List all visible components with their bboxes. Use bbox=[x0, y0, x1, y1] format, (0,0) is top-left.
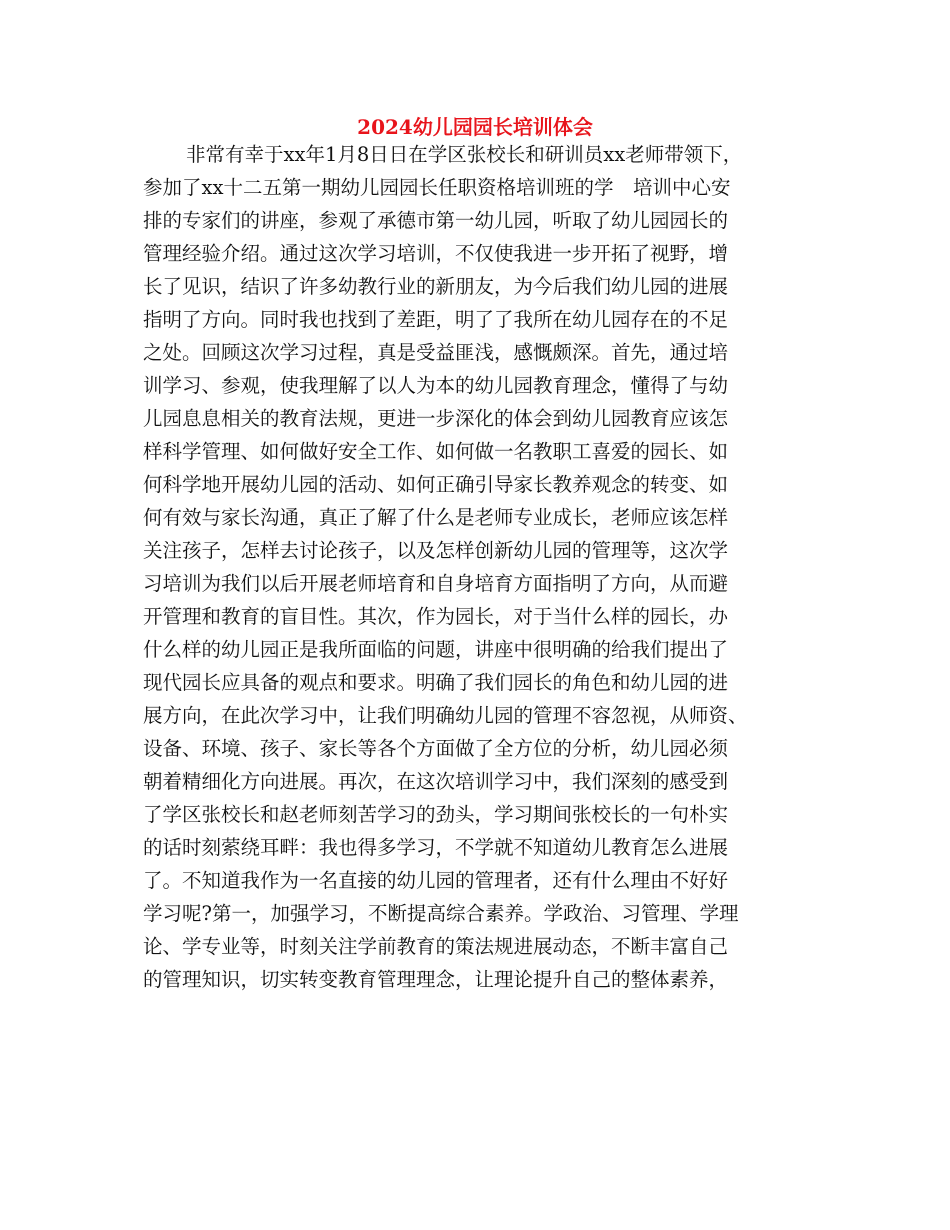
text-line: 论、学专业等，时刻关注学前教育的策法规进展动态，不断丰富自己 bbox=[143, 935, 729, 958]
text-line: 样科学管理、如何做好安全工作、如何做一名教职工喜爱的园长、如 bbox=[143, 440, 729, 463]
text-line: 关注孩子，怎样去讨论孩子，以及怎样创新幼儿园的管理等，这次学 bbox=[143, 539, 729, 562]
text-line: 学习呢?第一，加强学习，不断提高综合素养。学政治、习管理、学理 bbox=[143, 902, 739, 925]
text-line: 什么样的幼儿园正是我所面临的问题，讲座中很明确的给我们提出了 bbox=[143, 638, 729, 661]
text-line: 习培训为我们以后开展老师培育和自身培育方面指明了方向，从而避 bbox=[143, 572, 729, 595]
text-line: 现代园长应具备的观点和要求。明确了我们园长的角色和幼儿园的进 bbox=[143, 671, 729, 694]
text-line: 设备、环境、孩子、家长等各个方面做了全方位的分析，幼儿园必须 bbox=[143, 737, 729, 760]
text-line: 何有效与家长沟通，真正了解了什么是老师专业成长，老师应该怎样 bbox=[143, 506, 729, 529]
text-line: 儿园息息相关的教育法规，更进一步深化的体会到幼儿园教育应该怎 bbox=[143, 407, 729, 430]
text-line: 朝着精细化方向进展。再次，在这次培训学习中，我们深刻的感受到 bbox=[143, 770, 729, 793]
text-line: 之处。回顾这次学习过程，真是受益匪浅，感慨颇深。首先，通过培 bbox=[143, 341, 729, 364]
text-line: 训学习、参观，使我理解了以人为本的幼儿园教育理念，懂得了与幼 bbox=[143, 374, 729, 397]
text-line: 了。不知道我作为一名直接的幼儿园的管理者，还有什么理由不好好 bbox=[143, 869, 729, 892]
document-title: 2024幼儿园园长培训体会 bbox=[357, 115, 593, 139]
text-line: 的话时刻萦绕耳畔：我也得多学习，不学就不知道幼儿教育怎么进展 bbox=[143, 836, 729, 859]
text-line: 开管理和教育的盲目性。其次，作为园长，对于当什么样的园长，办 bbox=[143, 605, 729, 628]
text-line: 排的专家们的讲座，参观了承德市第一幼儿园，听取了幼儿园园长的 bbox=[143, 209, 729, 232]
text-line: 的管理知识，切实转变教育管理理念，让理论提升自己的整体素养， bbox=[143, 968, 729, 991]
text-line: 指明了方向。同时我也找到了差距，明了了我所在幼儿园存在的不足 bbox=[143, 308, 729, 331]
text-line: 了学区张校长和赵老师刻苦学习的劲头，学习期间张校长的一句朴实 bbox=[143, 803, 729, 826]
text-line: 管理经验介绍。通过这次学习培训，不仅使我进一步开拓了视野，增 bbox=[143, 242, 729, 265]
document-body bbox=[143, 138, 823, 996]
text-line: 展方向，在此次学习中，让我们明确幼儿园的管理不容忽视，从师资、 bbox=[143, 704, 748, 727]
text-line: 参加了xx十二五第一期幼儿园园长任职资格培训班的学 培训中心安 bbox=[143, 176, 731, 199]
text-line: 何科学地开展幼儿园的活动、如何正确引导家长教养观念的转变、如 bbox=[143, 473, 729, 496]
text-line: 非常有幸于xx年1月8日日在学区张校长和研训员xx老师带领下， bbox=[186, 143, 743, 166]
text-line: 长了见识，结识了许多幼教行业的新朋友，为今后我们幼儿园的进展 bbox=[143, 275, 729, 298]
